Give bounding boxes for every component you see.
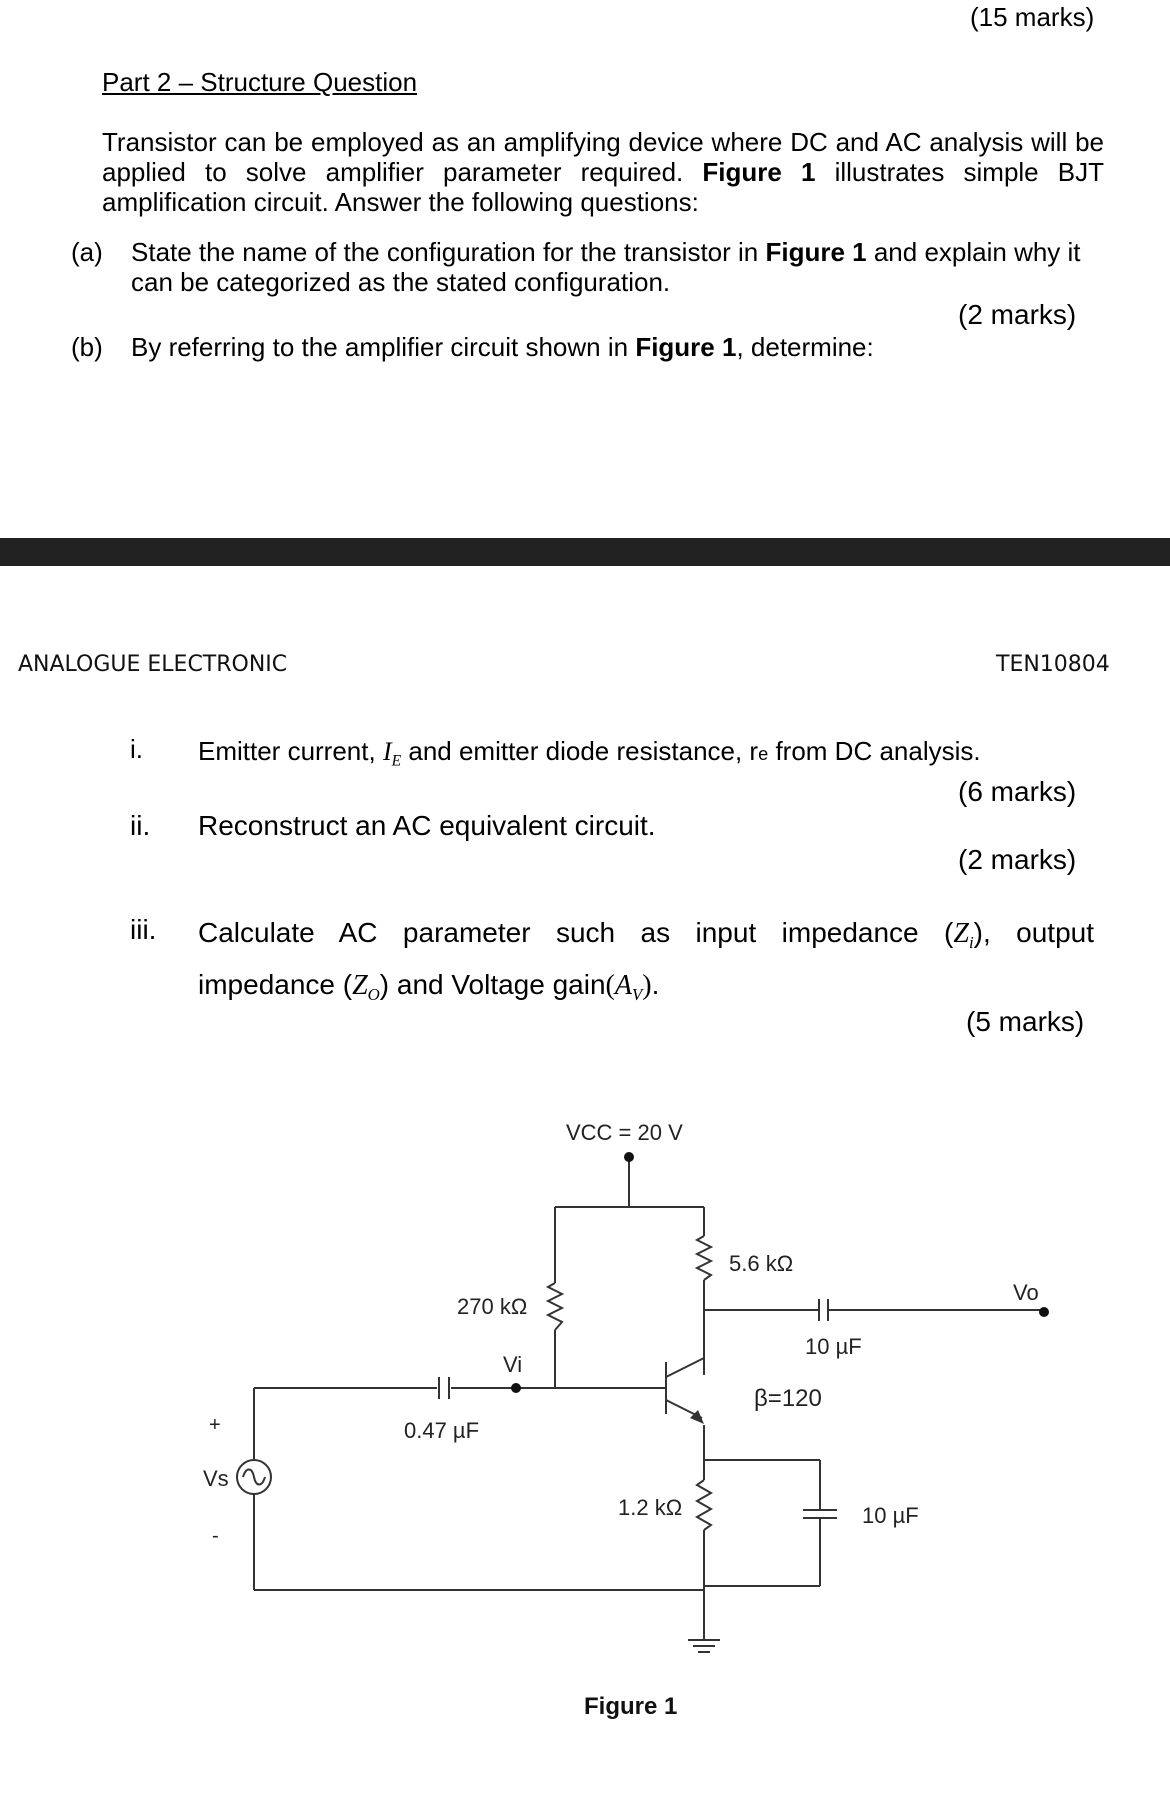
item-i-text-b: and emitter diode resistance, r bbox=[401, 736, 759, 766]
item-iii-text-d: . bbox=[651, 968, 660, 1000]
item-iii-zi-sub: i bbox=[968, 932, 974, 952]
item-iii-av-close: ) bbox=[642, 969, 652, 1001]
item-iii-text-c: ) and Voltage gain bbox=[379, 968, 606, 1000]
question-a-pre: State the name of the configuration for the transistor in bbox=[131, 237, 766, 267]
cout-label: 10 µF bbox=[805, 1334, 862, 1359]
question-b-label: (b) bbox=[71, 332, 103, 362]
plus-label: + bbox=[209, 1414, 221, 1436]
total-marks: (15 marks) bbox=[970, 2, 1095, 32]
vi-label: Vi bbox=[503, 1352, 523, 1377]
minus-label: - bbox=[212, 1525, 219, 1547]
item-iii-zo-main: Z bbox=[352, 969, 368, 1001]
vcc-label: VCC = 20 V bbox=[566, 1120, 683, 1145]
part-title: Part 2 – Structure Question bbox=[102, 67, 418, 97]
question-a-label: (a) bbox=[71, 237, 103, 267]
circuit-wires bbox=[254, 1157, 1044, 1640]
question-b-post: , determine: bbox=[736, 332, 874, 362]
question-a-post: and explain why it can be categorized as the stated configuration. bbox=[131, 237, 1081, 297]
item-iii-zo-sub: O bbox=[367, 984, 380, 1004]
item-i-symbol-main: I bbox=[382, 737, 392, 766]
item-i-number: i. bbox=[130, 734, 143, 764]
item-ii-number: ii. bbox=[130, 810, 151, 841]
ac-source-wave bbox=[243, 1470, 265, 1485]
re-resistor bbox=[697, 1480, 711, 1530]
figure-caption: Figure 1 bbox=[584, 1693, 678, 1720]
item-ii-text: Reconstruct an AC equivalent circuit. bbox=[198, 810, 656, 841]
rc-label: 5.6 kΩ bbox=[729, 1251, 794, 1276]
vs-label: Vs bbox=[203, 1466, 229, 1491]
cout-capacitor bbox=[819, 1299, 828, 1321]
ce-label: 10 µF bbox=[862, 1503, 919, 1528]
question-a-marks: (2 marks) bbox=[958, 299, 1077, 330]
beta-label: β=120 bbox=[754, 1385, 822, 1412]
ground-symbol bbox=[688, 1640, 720, 1652]
question-b-figure-ref: Figure 1 bbox=[635, 332, 737, 362]
vo-label: Vo bbox=[1013, 1280, 1039, 1305]
intro-text-post: illustrates simple BJT amplification circuit. Answer the following questions: bbox=[102, 157, 1105, 217]
rb-resistor bbox=[548, 1283, 562, 1330]
vcc-terminal-dot bbox=[624, 1152, 634, 1162]
cin-capacitor bbox=[439, 1377, 449, 1399]
bjt-transistor bbox=[666, 1358, 704, 1418]
item-i-text-sub: e bbox=[758, 744, 769, 764]
header-course-code: TEN10804 bbox=[996, 652, 1110, 677]
intro-figure-ref: Figure 1 bbox=[702, 157, 816, 187]
re-label: 1.2 kΩ bbox=[618, 1495, 683, 1520]
item-iii-number: iii. bbox=[130, 914, 157, 945]
item-i-text-c: from DC analysis. bbox=[768, 736, 981, 766]
cin-label: 0.47 µF bbox=[404, 1418, 480, 1443]
item-iii-text-b: ), output impedance ( bbox=[198, 917, 1094, 1000]
rc-resistor bbox=[697, 1236, 711, 1280]
intro-text-pre: Transistor can be employed as an amplifying device where DC and AC analysis will be applied to solve amplifier parameter required. bbox=[102, 127, 1104, 187]
item-iii-zi-main: Z bbox=[953, 918, 969, 949]
ce-capacitor bbox=[803, 1510, 837, 1518]
item-i-marks: (6 marks) bbox=[958, 776, 1077, 807]
vi-terminal-dot bbox=[511, 1383, 521, 1393]
item-iii-av-main: A bbox=[614, 969, 632, 1001]
item-ii-marks: (2 marks) bbox=[958, 844, 1077, 875]
rb-label: 270 kΩ bbox=[457, 1294, 528, 1319]
item-i-symbol-sub: E bbox=[391, 752, 402, 770]
question-a-figure-ref: Figure 1 bbox=[765, 237, 867, 267]
question-b-pre: By referring to the amplifier circuit shown in bbox=[131, 332, 636, 362]
vo-terminal-dot bbox=[1039, 1307, 1049, 1317]
item-iii-text-a: Calculate AC parameter such as input impedance ( bbox=[198, 917, 954, 948]
item-iii-marks: (5 marks) bbox=[966, 1006, 1085, 1037]
item-iii-av-open: ( bbox=[605, 969, 615, 1001]
item-iii-av-sub: V bbox=[631, 984, 643, 1004]
header-course-name: ANALOGUE ELECTRONIC bbox=[18, 652, 288, 677]
bjt-collector-leg bbox=[666, 1358, 704, 1377]
item-i-text-a: Emitter current, bbox=[198, 736, 383, 766]
